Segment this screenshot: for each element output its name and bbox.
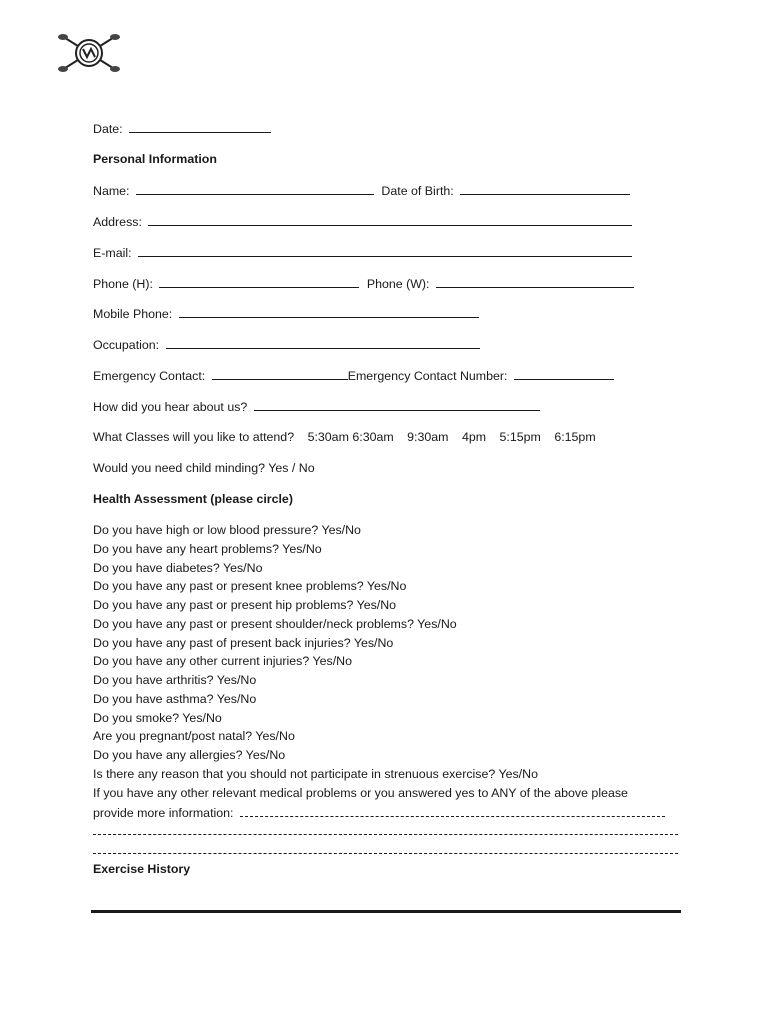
emergency-contact-label: Emergency Contact: bbox=[93, 369, 206, 383]
email-label: E-mail: bbox=[93, 246, 132, 260]
address-row bbox=[93, 213, 632, 230]
mobile-label: Mobile Phone: bbox=[93, 307, 173, 321]
child-minding-label: Would you need child minding? bbox=[93, 461, 265, 475]
emergency-number-field[interactable] bbox=[514, 367, 614, 380]
health-question[interactable]: Do you have any allergies? Yes/No bbox=[93, 748, 286, 762]
class-time-option[interactable]: 6:15pm bbox=[554, 430, 596, 444]
mobile-field[interactable] bbox=[179, 305, 479, 318]
health-question[interactable]: Do you have any past or present hip problems? Yes/No bbox=[93, 598, 397, 612]
child-minding-row bbox=[93, 460, 315, 476]
health-heading: Health Assessment (please circle) bbox=[93, 492, 293, 506]
dob-field[interactable] bbox=[460, 182, 630, 195]
health-question[interactable]: Do you have any past of present back injuries? Yes/No bbox=[93, 636, 394, 650]
hear-label: How did you hear about us? bbox=[93, 400, 248, 414]
more-info-label: provide more information: bbox=[93, 806, 234, 820]
health-question[interactable]: Do you smoke? Yes/No bbox=[93, 711, 222, 725]
classes-row bbox=[93, 429, 596, 445]
occupation-row bbox=[93, 336, 480, 353]
crossed-kettlebells-logo-icon bbox=[56, 30, 122, 76]
health-question[interactable]: Do you have arthritis? Yes/No bbox=[93, 673, 257, 687]
class-time-option[interactable]: 5:30am bbox=[307, 430, 349, 444]
occupation-field[interactable] bbox=[166, 336, 480, 349]
health-question[interactable]: Do you have any other current injuries? Yes/No bbox=[93, 654, 352, 668]
occupation-label: Occupation: bbox=[93, 338, 160, 352]
health-question[interactable]: Do you have diabetes? Yes/No bbox=[93, 561, 263, 575]
more-info-field[interactable] bbox=[240, 804, 665, 817]
health-question[interactable]: Are you pregnant/post natal? Yes/No bbox=[93, 729, 295, 743]
health-question[interactable]: Do you have any heart problems? Yes/No bbox=[93, 542, 322, 556]
phone-row bbox=[93, 275, 634, 292]
phone-w-label: Phone (W): bbox=[366, 277, 430, 291]
date-field[interactable] bbox=[129, 120, 271, 133]
phone-h-label: Phone (H): bbox=[93, 277, 153, 291]
phone-w-field[interactable] bbox=[436, 275, 634, 288]
date-row bbox=[93, 120, 271, 137]
exercise-history-line[interactable] bbox=[91, 910, 681, 913]
email-field[interactable] bbox=[138, 244, 632, 257]
name-field[interactable] bbox=[136, 182, 374, 195]
date-label: Date: bbox=[93, 122, 123, 136]
child-minding-options[interactable]: Yes / No bbox=[268, 461, 315, 475]
address-field[interactable] bbox=[148, 213, 632, 226]
class-time-option[interactable]: 6:30am bbox=[352, 430, 394, 444]
class-time-option[interactable]: 4pm bbox=[461, 430, 487, 444]
name-label: Name: bbox=[93, 184, 130, 198]
emergency-contact-field[interactable] bbox=[212, 367, 348, 380]
exercise-history-heading: Exercise History bbox=[93, 862, 191, 876]
classes-label: What Classes will you like to attend? bbox=[93, 430, 295, 444]
email-row bbox=[93, 244, 632, 261]
more-info-row bbox=[93, 804, 665, 821]
health-question[interactable]: Do you have any past or present knee problems? Yes/No bbox=[93, 579, 407, 593]
health-question[interactable]: Do you have high or low blood pressure? Yes/No bbox=[93, 523, 361, 537]
address-label: Address: bbox=[93, 215, 142, 229]
hear-field[interactable] bbox=[254, 398, 540, 411]
class-time-option[interactable]: 5:15pm bbox=[499, 430, 541, 444]
emergency-number-label: Emergency Contact Number: bbox=[347, 369, 508, 383]
phone-h-field[interactable] bbox=[159, 275, 359, 288]
personal-info-heading: Personal Information bbox=[93, 152, 217, 166]
more-info-line[interactable] bbox=[93, 834, 678, 835]
health-question: If you have any other relevant medical problems or you answered yes to ANY of the above please bbox=[93, 786, 628, 800]
health-question[interactable]: Do you have any past or present shoulder/neck problems? Yes/No bbox=[93, 617, 457, 631]
emergency-row bbox=[93, 367, 614, 384]
mobile-row bbox=[93, 305, 479, 322]
health-question[interactable]: Is there any reason that you should not participate in strenuous exercise? Yes/No bbox=[93, 767, 538, 781]
hear-row bbox=[93, 398, 540, 415]
health-question[interactable]: Do you have asthma? Yes/No bbox=[93, 692, 257, 706]
class-time-option[interactable]: 9:30am bbox=[407, 430, 449, 444]
name-row bbox=[93, 182, 630, 199]
more-info-line[interactable] bbox=[93, 853, 678, 854]
dob-label: Date of Birth: bbox=[381, 184, 454, 198]
